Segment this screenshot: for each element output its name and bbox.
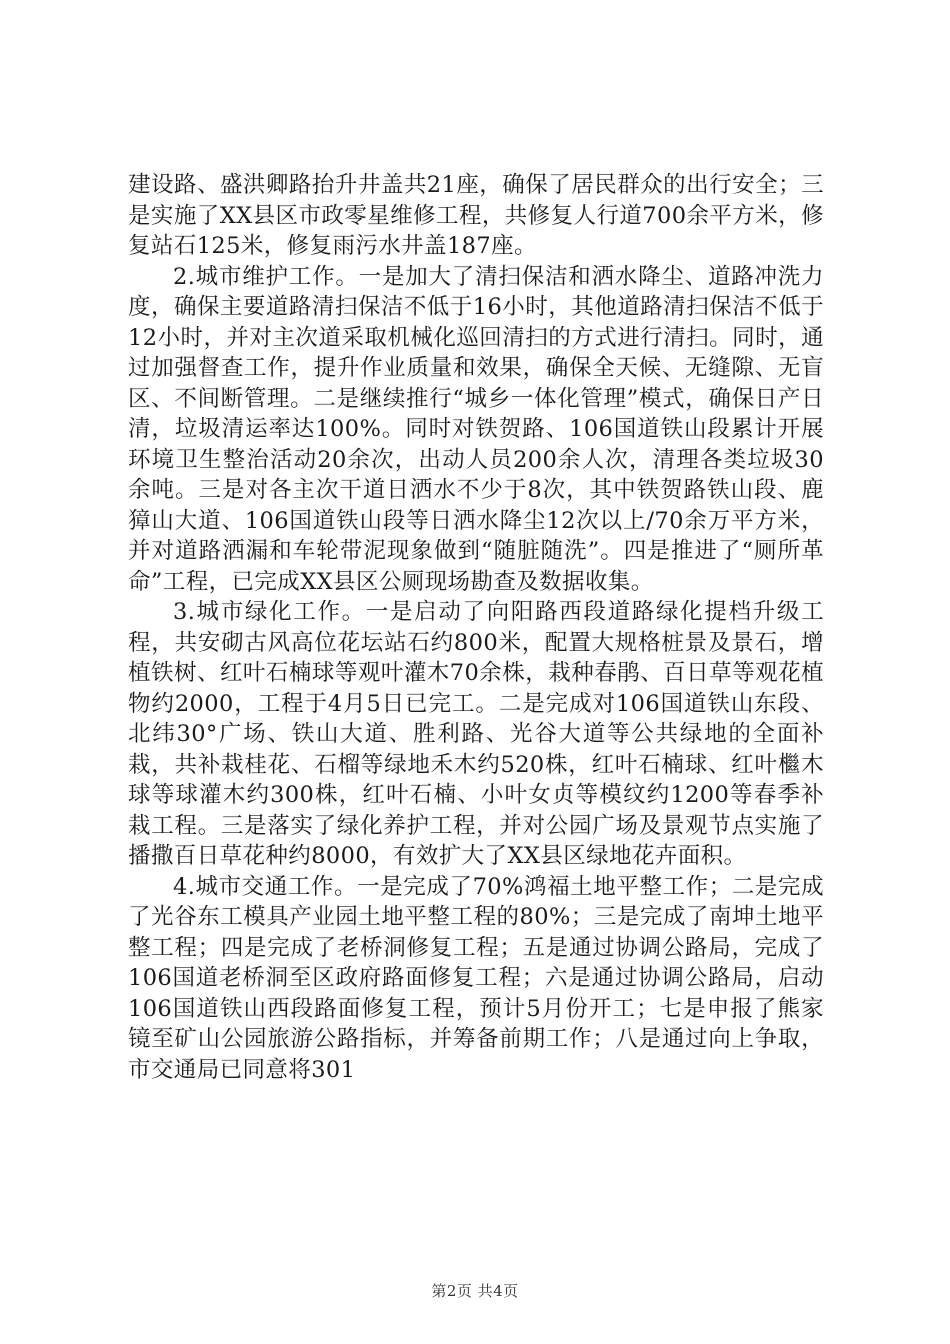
paragraph-city-greening: 3.城市绿化工作。一是启动了向阳路西段道路绿化提档升级工程，共安砌古风高位花坛站石约800米，配置大规格桩景及景石，增植铁树、红叶石楠球等观叶灌木70余株，栽种春鹃、百日草等观花植物约2000，工程于4月5日已完工。二是完成对106国道铁山东段、北纬30°广场、铁山大道、胜利路、光谷大道等公共绿地的全面补栽，共补栽桂花、石榴等绿地禾木约520株，红叶石楠球、红叶檵木球等球灌木约300株，红叶石楠、小叶女贞等模纹约1200等春季补栽工程。三是落实了绿化养护工程，并对公园广场及景观节点实施了播撒百日草花种约8000，有效扩大了XX县区绿地花卉面积。 xyxy=(128,599,824,869)
page-footer: 第2页 共4页 xyxy=(431,1282,519,1300)
paragraph-city-maintenance: 2.城市维护工作。一是加大了清扫保洁和洒水降尘、道路冲洗力度，确保主要道路清扫保洁不低于16小时，其他道路清扫保洁不低于12小时，并对主次道采取机械化巡回清扫的方式进行清扫。同时，通过加强督查工作，提升作业质量和效果，确保全天候、无缝隙、无盲区、不间断管理。二是继续推行“城乡一体化管理”模式，确保日产日清，垃圾清运率达100%。同时对铁贺路、106国道铁山段累计开展环境卫生整治活动20余次，出动人员200余人次，清理各类垃圾30余吨。三是对各主次干道日洒水不少于8次，其中铁贺路铁山段、鹿獐山大道、106国道铁山段等日洒水降尘12次以上/70余万平方米，并对道路洒漏和车轮带泥现象做到“随脏随洗”。四是推进了“厕所革命”工程，已完成XX县区公厕现场勘查及数据收集。 xyxy=(128,263,824,595)
paragraph-continuation: 建设路、盛洪卿路抬升井盖共21座，确保了居民群众的出行安全；三是实施了XX县区市政零星维修工程，共修复人行道700余平方米，修复站石125米，修复雨污水井盖187座。 xyxy=(128,172,824,259)
document-body xyxy=(128,170,824,1085)
paragraph-city-traffic: 4.城市交通工作。一是完成了70%鸿福土地平整工作；二是完成了光谷东工模具产业园土地平整工程的80%；三是完成了南坤土地平整工程；四是完成了老桥洞修复工程；五是通过协调公路局，完成了106国道老桥洞至区政府路面修复工程；六是通过协调公路局，启动106国道铁山西段路面修复工程，预计5月份开工；七是申报了熊家镜至矿山公园旅游公路指标，并筹备前期工作；八是通过向上争取，市交通局已同意将301 xyxy=(128,873,824,1083)
